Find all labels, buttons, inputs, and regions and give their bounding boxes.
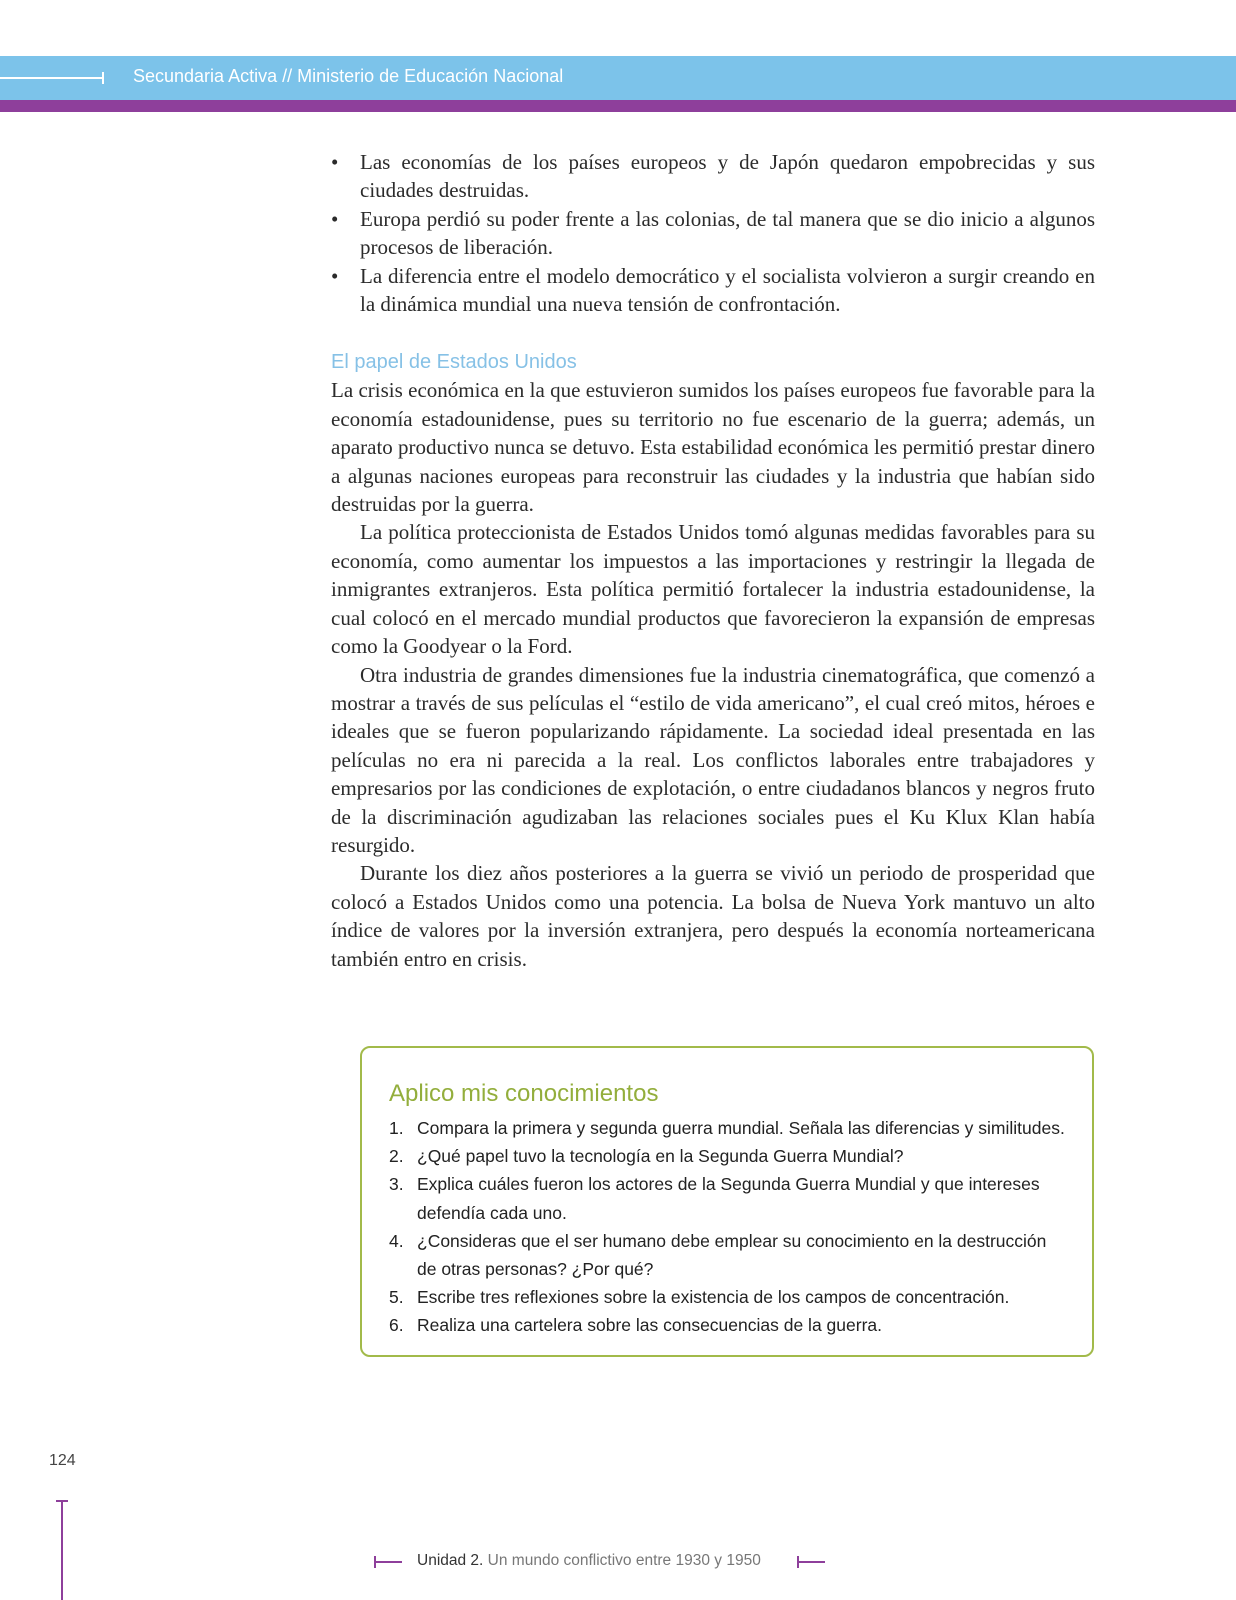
paragraph: La crisis económica en la que estuvieron sumidos los países europeos fue favorable para la economía estadounidense, pues su territorio no fue escenario de la guerra; además, un aparato productivo nunca se detuvo. Esta estabilidad económica les permitió prestar dinero a algunas naciones europeas para reconstruir las ciudades y la industria que habían sido destruidas por la guerra.	[331, 378, 1095, 517]
activity-item-number: 2.	[389, 1146, 404, 1167]
activity-item	[389, 1227, 1069, 1283]
activity-title: Aplico mis conocimientos	[389, 1080, 659, 1107]
header-rule-tick	[102, 72, 104, 84]
bullet-text: La diferencia entre el modelo democrático y el socialista volvieron a surgir creando en la dinámica mundial una nueva tensión de confrontación.	[360, 263, 1095, 317]
page-number: 124	[49, 1452, 76, 1469]
activity-list	[389, 1114, 1069, 1340]
activity-item	[389, 1114, 1069, 1142]
bullet-item	[331, 205, 1095, 262]
paragraph: Otra industria de grandes dimensiones fue la industria cinematográfica, que comenzó a mostrar a través de sus películas el “estilo de vida americano”, el cual creó mitos, héroes e ideales que se fueron popularizando rápidamente. La sociedad ideal presentada en las películas no era ni parecida a la real. Los conflictos laborales entre trabajadores y empresarios por las condiciones de explotación, o entre ciudadanos blancos y negros fruto de la discriminación agudizaban las relaciones sociales pues el Ku Klux Klan había resurgido.	[331, 662, 1095, 857]
bullet-dot: •	[331, 263, 339, 288]
paragraph: La política proteccionista de Estados Unidos tomó algunas medidas favorables para su economía, como aumentar los impuestos a las importaciones y restringir la llegada de inmigrantes extranjeros. Esta política permitió fortalecer la industria estadounidense, la cual colocó en el mercado mundial productos que favorecieron la expansión de empresas como la Goodyear o la Ford.	[331, 520, 1095, 659]
footer-unit-label	[417, 1552, 761, 1570]
activity-item	[389, 1311, 1069, 1339]
footer-unit: Unidad 2.	[417, 1552, 484, 1569]
bullet-text: Europa perdió su poder frente a las colonias, de tal manera que se dio inicio a algunos procesos de liberación.	[360, 206, 1095, 260]
activity-box	[360, 1046, 1094, 1357]
activity-item-text: Explica cuáles fueron los actores de la Segunda Guerra Mundial y que intereses defendía cada uno.	[417, 1174, 1040, 1223]
activity-item-text: Escribe tres reflexiones sobre la existencia de los campos de concentración.	[417, 1287, 1010, 1308]
bullet-dot: •	[331, 150, 339, 174]
section-heading: El papel de Estados Unidos	[331, 351, 577, 374]
activity-item-text: Realiza una cartelera sobre las consecuencias de la guerra.	[417, 1315, 882, 1336]
bullet-item	[331, 148, 1095, 205]
activity-item	[389, 1170, 1069, 1226]
side-rule	[61, 1500, 63, 1600]
header-title: Secundaria Activa // Ministerio de Educación Nacional	[133, 66, 564, 86]
activity-item	[389, 1142, 1069, 1170]
activity-item-text: ¿Consideras que el ser humano debe emplear su conocimiento en la destrucción de otras personas? ¿Por qué?	[417, 1230, 1047, 1280]
activity-item-number: 5.	[389, 1287, 404, 1308]
paragraph: Durante los diez años posteriores a la guerra se vivió un periodo de prosperidad que colocó a Estados Unidos como una potencia. La bolsa de Nueva York mantuvo un alto índice de valores por la inversión extranjera, pero después la economía norteamericana también entro en crisis.	[331, 861, 1095, 971]
activity-item-text: ¿Qué papel tuvo la tecnología en la Segunda Guerra Mundial?	[417, 1146, 904, 1167]
bullet-list	[331, 148, 1095, 318]
bullet-text: Las economías de los países europeos y de Japón quedaron empobrecidas y sus ciudades destruidas.	[360, 150, 1095, 203]
activity-item-number: 1.	[389, 1118, 404, 1138]
activity-item-number: 4.	[389, 1230, 404, 1251]
footer-rule-right	[797, 1561, 825, 1563]
footer-unit-title: Un mundo conflictivo entre 1930 y 1950	[487, 1552, 761, 1569]
activity-item-text: Compara la primera y segunda guerra mundial. Señala las diferencias y similitudes.	[417, 1118, 1065, 1138]
footer-rule-left	[374, 1561, 402, 1563]
bullet-dot: •	[331, 206, 339, 231]
activity-item-number: 6.	[389, 1315, 404, 1336]
activity-item-number: 3.	[389, 1174, 404, 1195]
header-stripe	[0, 100, 1236, 112]
activity-item	[389, 1283, 1069, 1311]
header-rule	[0, 77, 104, 79]
main-content	[331, 148, 1095, 973]
bullet-item	[331, 262, 1095, 319]
footer-rule-tick-right	[797, 1556, 799, 1568]
